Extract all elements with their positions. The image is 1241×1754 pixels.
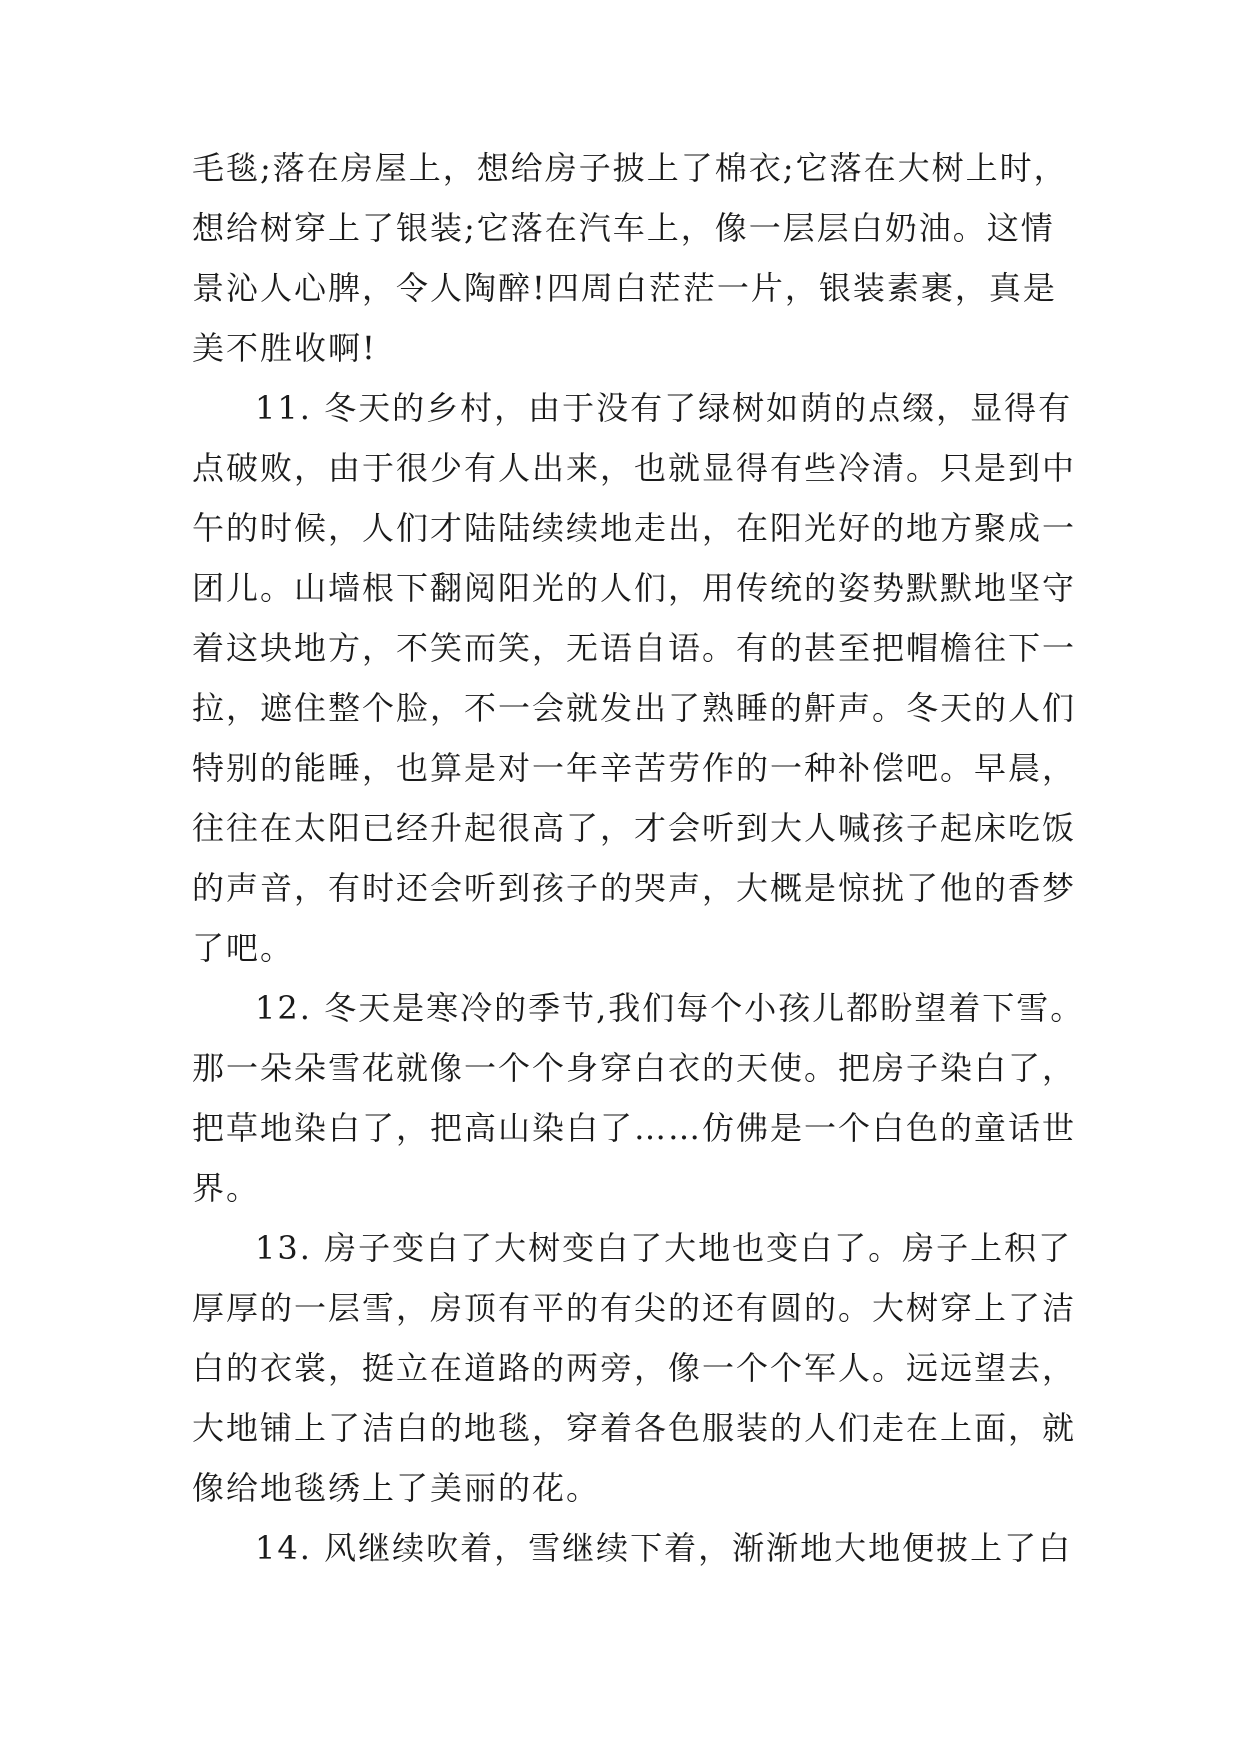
paragraph-11-line-9: 的声音，有时还会听到孩子的哭声，大概是惊扰了他的香梦: [192, 869, 1077, 907]
paragraph-12-line-1: 12. 冬天是寒冷的季节,我们每个小孩儿都盼望着下雪。: [255, 989, 1085, 1027]
paragraph-1-line-1: 毛毯;落在房屋上，想给房子披上了棉衣;它落在大树上时，: [192, 149, 1068, 187]
paragraph-12-line-4: 界。: [192, 1169, 261, 1207]
paragraph-1-line-4: 美不胜收啊!: [192, 329, 377, 367]
paragraph-11-line-3: 午的时候，人们才陆陆续续地走出，在阳光好的地方聚成一: [192, 509, 1077, 547]
paragraph-11-line-7: 特别的能睡，也算是对一年辛苦劳作的一种补偿吧。早晨，: [192, 749, 1077, 787]
paragraph-13-line-2: 厚厚的一层雪，房顶有平的有尖的还有圆的。大树穿上了洁: [192, 1289, 1077, 1327]
paragraph-11-line-10: 了吧。: [192, 929, 295, 967]
paragraph-11-line-1: 11. 冬天的乡村，由于没有了绿树如荫的点缀，显得有: [255, 389, 1073, 427]
paragraph-13-line-1: 13. 房子变白了大树变白了大地也变白了。房子上积了: [255, 1229, 1073, 1267]
paragraph-13-line-5: 像给地毯绣上了美丽的花。: [192, 1469, 601, 1507]
paragraph-1-line-3: 景沁人心脾，令人陶醉!四周白茫茫一片，银装素裹，真是: [192, 269, 1057, 307]
paragraph-11-line-2: 点破败，由于很少有人出来，也就显得有些冷清。只是到中: [192, 449, 1077, 487]
paragraph-12-line-2: 那一朵朵雪花就像一个个身穿白衣的天使。把房子染白了，: [192, 1049, 1077, 1087]
paragraph-11-line-4: 团儿。山墙根下翻阅阳光的人们，用传统的姿势默默地坚守: [192, 569, 1077, 607]
paragraph-11-line-6: 拉，遮住整个脸，不一会就发出了熟睡的鼾声。冬天的人们: [192, 689, 1077, 727]
paragraph-1-line-2: 想给树穿上了银装;它落在汽车上，像一层层白奶油。这情: [192, 209, 1055, 247]
paragraph-11-line-5: 着这块地方，不笑而笑，无语自语。有的甚至把帽檐往下一: [192, 629, 1077, 667]
paragraph-13-line-3: 白的衣裳，挺立在道路的两旁，像一个个军人。远远望去，: [192, 1349, 1077, 1387]
paragraph-13-line-4: 大地铺上了洁白的地毯，穿着各色服装的人们走在上面，就: [192, 1409, 1077, 1447]
paragraph-14-line-1: 14. 风继续吹着，雪继续下着，渐渐地大地便披上了白: [255, 1529, 1073, 1567]
paragraph-11-line-8: 往往在太阳已经升起很高了，才会听到大人喊孩子起床吃饭: [192, 809, 1077, 847]
paragraph-12-line-3: 把草地染白了，把高山染白了……仿佛是一个白色的童话世: [192, 1109, 1077, 1147]
